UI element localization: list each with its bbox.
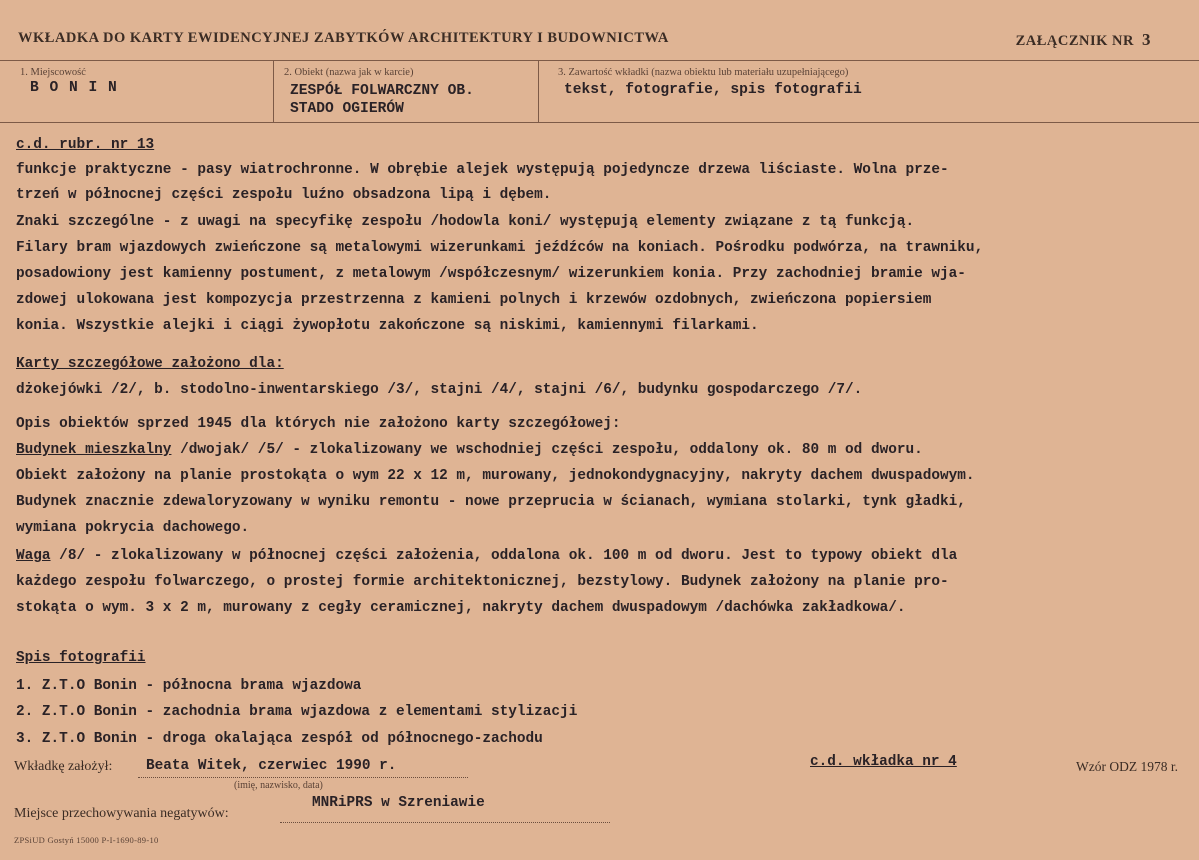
- storage-value: MNRiPRS w Szreniawie: [312, 795, 485, 811]
- waga-label: Waga: [16, 548, 51, 564]
- locality-value: B O N I N: [30, 80, 118, 96]
- budynek-line: [16, 442, 923, 458]
- karty-heading: Karty szczegółowe założono dla:: [16, 356, 284, 372]
- founded-value: Beata Witek, czerwiec 1990 r.: [146, 758, 397, 774]
- object-label: 2. Obiekt (nazwa jak w karcie): [284, 67, 414, 78]
- budynek-label: Budynek mieszkalny: [16, 442, 172, 458]
- body-line: zdowej ulokowana jest kompozycja przestrzenna z kamieni polnych i krzewów ozdobnych, zwieńczona popiersiem: [16, 292, 932, 308]
- budynek-line: Obiekt założony na planie prostokąta o wym 22 x 12 m, murowany, jednokondygnacyjny, nakryty dachem dwuspadowym.: [16, 468, 975, 484]
- divider: [273, 60, 274, 122]
- divider: [538, 60, 539, 122]
- budynek-line: Budynek znacznie zdewaloryzowany w wyniku remontu - nowe przeprucia w ścianach, wymiana stolarki, tynk gładki,: [16, 494, 966, 510]
- photo-item: 2. Z.T.O Bonin - zachodnia brama wjazdowa z elementami stylizacji: [16, 704, 578, 720]
- waga-text: /8/ - zlokalizowany w północnej części założenia, oddalona ok. 100 m od dworu. Jest to typowy obiekt dla: [50, 548, 958, 564]
- body-line: konia. Wszystkie alejki i ciągi żywopłotu zakończone są niskimi, kamiennymi filarkami.: [16, 318, 759, 334]
- founded-underline: [138, 777, 468, 778]
- founded-label: Wkładkę założył:: [14, 759, 113, 774]
- waga-line: każdego zespołu folwarczego, o prostej formie architektonicznej, bezstylowy. Budynek założony na planie pro-: [16, 574, 949, 590]
- form-code: Wzór ODZ 1978 r.: [1076, 759, 1178, 774]
- karty-line: dżokejówki /2/, b. stodolno-inwentarskiego /3/, stajni /4/, stajni /6/, budynku gospodarczego /7/.: [16, 382, 863, 398]
- waga-line: stokąta o wym. 3 x 2 m, murowany z cegły ceramicznej, nakryty dachem dwuspadowym /dachówka zakładkowa/.: [16, 600, 906, 616]
- attachment-number-value: 3: [1142, 30, 1151, 49]
- spis-heading: Spis fotografii: [16, 650, 146, 666]
- waga-line: [16, 548, 957, 564]
- rubric-heading: c.d. rubr. nr 13: [16, 137, 155, 153]
- divider: [0, 122, 1199, 123]
- founded-sublabel: (imię, nazwisko, data): [234, 780, 323, 791]
- storage-label: Miejsce przechowywania negatywów:: [14, 806, 229, 821]
- budynek-line: wymiana pokrycia dachowego.: [16, 520, 250, 536]
- photo-item: 3. Z.T.O Bonin - droga okalająca zespół od północnego-zachodu: [16, 731, 543, 747]
- card-title: WKŁADKA DO KARTY EWIDENCYJNEJ ZABYTKÓW ARCHITEKTURY I BUDOWNICTWA: [18, 30, 669, 46]
- attachment-number: [1016, 30, 1151, 50]
- budynek-text: /dwojak/ /5/ - zlokalizowany we wschodniej części zespołu, oddalony ok. 80 m od dworu.: [171, 442, 923, 458]
- body-line: trzeń w północnej części zespołu luźno obsadzona lipą i dębem.: [16, 187, 552, 203]
- body-line: funkcje praktyczne - pasy wiatrochronne. W obrębie alejek występują pojedyncze drzewa liściaste. Wolna prze-: [16, 162, 949, 178]
- object-value-line2: STADO OGIERÓW: [290, 101, 404, 117]
- divider: [0, 60, 1199, 61]
- photo-item: 1. Z.T.O Bonin - północna brama wjazdowa: [16, 678, 362, 694]
- print-code: ZPSiUD Gostyń 15000 P-I-1690-89-10: [14, 835, 159, 845]
- attachment-label: ZAŁĄCZNIK NR: [1015, 33, 1134, 49]
- continued-insert: c.d. wkładka nr 4: [810, 754, 957, 770]
- object-value-line1: ZESPÓŁ FOLWARCZNY OB.: [290, 83, 474, 99]
- locality-label: 1. Miejscowość: [20, 67, 86, 78]
- contents-label: 3. Zawartość wkładki (nazwa obiektu lub materiału uzupełniającego): [558, 67, 849, 78]
- opis-heading: Opis obiektów sprzed 1945 dla których nie założono karty szczegółowej:: [16, 416, 621, 432]
- body-line: Filary bram wjazdowych zwieńczone są metalowymi wizerunkami jeźdźców na koniach. Pośrodku podwórza, na trawniku,: [16, 240, 984, 256]
- body-line: posadowiony jest kamienny postument, z metalowym /współczesnym/ wizerunkiem konia. Przy zachodniej bramie wja-: [16, 266, 966, 282]
- contents-value: tekst, fotografie, spis fotografii: [564, 82, 862, 98]
- storage-underline: [280, 822, 610, 823]
- body-line: Znaki szczególne - z uwagi na specyfikę zespołu /hodowla koni/ występują elementy związane z tą funkcją.: [16, 214, 915, 230]
